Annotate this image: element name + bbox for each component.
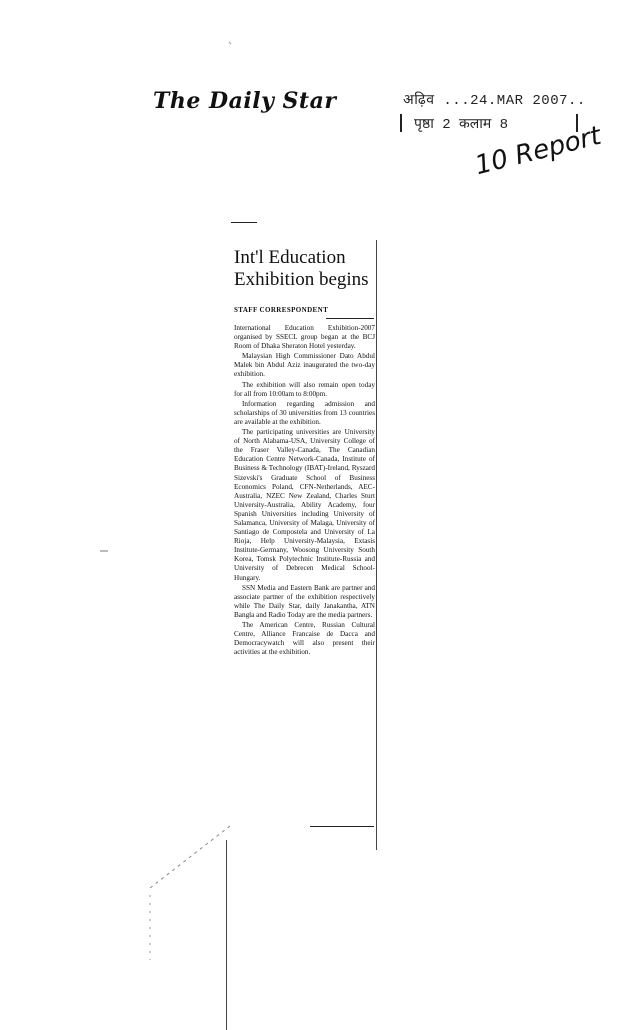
handwritten-note: 10 Report — [472, 120, 605, 182]
article-headline: Int'l Education Exhibition begins — [234, 246, 369, 290]
newspaper-masthead: The Daily Star — [153, 88, 337, 114]
byline-rule — [326, 318, 374, 319]
article-paragraph: Malaysian High Commissioner Dato Abdul Malek bin Abdul Aziz inaugurated the two-day exhibition. — [234, 352, 375, 379]
news-clipping — [226, 222, 376, 827]
clipping-top-rule — [231, 222, 257, 223]
stamp-page-line: पृष्ठा 2 कलाम 8 — [400, 114, 578, 132]
article-paragraph: The exhibition will also remain open today for all from 10:00am to 8:00pm. — [234, 380, 375, 398]
article-paragraph: International Education Exhibition-2007 organised by SSECL group began at the BCJ Room of Dhaka Sheraton Hotel yesterday. — [234, 324, 375, 351]
article-byline: STAFF CORRESPONDENT — [234, 306, 329, 314]
article-paragraph: Information regarding admission and scholarships of 30 universities from 13 countries are available at the exhibition. — [234, 399, 375, 426]
clipping-left-rule — [226, 840, 227, 1030]
article-body — [234, 324, 375, 658]
clipping-right-rule — [376, 240, 377, 850]
article-end-rule — [310, 826, 374, 827]
article-paragraph: The American Centre, Russian Cultural Centre, Alliance Francaise de Dacca and Democracywatch will also present their activities at the exhibition. — [234, 621, 375, 657]
article-paragraph: SSN Media and Eastern Bank are partner and associate partner of the exhibition respectively while The Daily Star, daily Janakantha, ATN Bangla and Radio Today are the media partners. — [234, 583, 375, 619]
stamp-date-line: अढ़िव ...24.MAR 2007.. — [403, 93, 586, 109]
article-paragraph: The participating universities are University of North Alabama-USA, University College of the Fraser Valley-Canada, The Canadian Education Centre Network-Canada, Institute of Business & Technology (IBAT)-Ireland, Ryszard Sizevski's Graduate School of Business Economics Poland, CFN-Netherlands, AEC-Australia, NZEC New Zealand, Charles Sturt University-Australia, Ability Academy, four Spanish Universities including University of Salamanca, University of Malaga, University of Santiago de Compostela and University of La Rioja, Help University-Malaysia, Extasis Institute-Germany, Woosong University South Korea, Tomsk Polytechnic Institute-Russia and University of Debrecen Medical School-Hungary. — [234, 428, 375, 582]
